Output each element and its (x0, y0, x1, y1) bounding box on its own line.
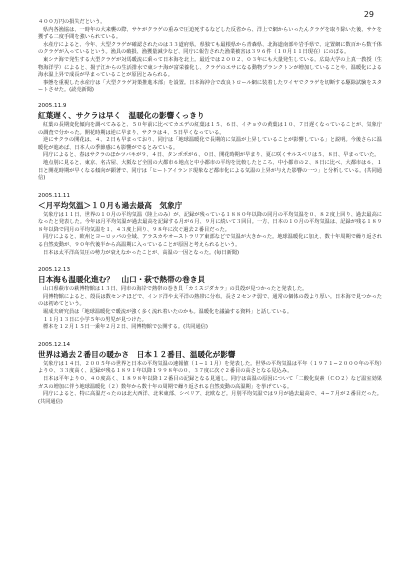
article-date: 2005.11.11 (38, 192, 71, 199)
document-body (38, 19, 382, 406)
article-paragraph: 同庁によると、特に高温だったのは北大西洋、北米東部、シベリア、北欧など。月別平均気温では９月が過去最高で、４−７月が２番目だった。(共同通信) (38, 391, 382, 405)
article-headline: 日本海も温暖化進む？ 山口・萩で熱帯の巻き貝 (38, 275, 206, 285)
article (38, 193, 382, 258)
article-paragraph: 堀成夫研究員は「地球温暖化で暖流が強く多く流れ着いたのかも。温暖化を議論する資料」と話している。 (43, 309, 293, 316)
article-paragraph: 山口県萩市の萩博物館は１３日、同市の海岸で熱帯の巻き貝「カミスジダカラ」の貝殻が見つかったと発表した。 (43, 286, 308, 293)
article-headline: 紅葉遅く、サクラは早く 温暖化の影響くっきり (38, 110, 205, 120)
article-paragraph: 日本は太平洋高気圧の勢力が衰えなかったことが、高温の一因となった。(毎日新聞) (43, 249, 239, 256)
page-number: 29 (363, 10, 374, 19)
article-paragraph: 気象庁は１１日、世界の１０月の平均気温（陸上のみ）が、記録が残っている１８８０年以降の同月の平均気温を０、８２度上回り、過去最高になったと発表した。今年は月平均気温が過去最高を記録する月が６月、９月に続いて３回目。一方、日本の１０月の平均気温は、記録が残る１８９８年以降で同月の平均気温を１、４３度上回り、９８年に次ぐ過去２番目だった。 (38, 211, 382, 233)
intro-paragraph: 東シナ海で発生する大型クラゲが対馬暖流に乗って日本海を北上。最近では２００２、０３年にも大量発生している。広島大学の上真一教授（生物海洋学）によると、揚子江からの生活排水で東シナ海が富栄養化し、クラゲのエサになる動物プランクトンが増加していることや、温暖化による海水温上昇で成長が早まっていることが原因とみられる。 (38, 56, 382, 79)
article-paragraph: 同庁によると、春はサクラのほかツバキが９、４日、タンポポが６、０日、開花時期が早まり、夏に咲くサルスベリは５、８日、早まっていた。 (43, 152, 380, 159)
article-paragraph: 気象庁は１４日、２００５年の世界と日本の平均気温の速報値（１−１１月）を発表した。世界の平均気温は平年（１９７１−２０００年の平均）より０、３３度高く、記録が残る１８９１年以降１９９８年の０、３７度に次ぐ２番目の高さとなる見込み。 (38, 360, 382, 375)
article-paragraph: 紅葉の長期変化傾向を調べてみると、５０年前に比べてカエデの紅葉は１５、６日、イチョウの黄葉は１０、７日遅くなっていることが、気象庁の調査で分かった。開花時期は逆に早まり、サクラは４、５日早くなっている。 (38, 121, 382, 136)
intro-paragraph: 事態を重視した水産庁は「大型クラゲ対策推進本部」を設置。日本海沖合で改良トロール網に装着したワイヤでクラゲを切断する駆除試験をスタートさせた。(読売新聞) (38, 79, 382, 94)
article-date: 2005.11.9 (38, 102, 67, 109)
article (38, 342, 382, 407)
article-date: 2005.12.13 (38, 267, 71, 274)
article-paragraph: 同庁によると、欧州とヨーロッパの全域、アラスカやオーストラリア東部などで気温が大きかった。地球温暖化に加え、数十年周期で繰り返される自然変動が、９０年代後半から高温期に入っていることが原因と考えられるという。 (38, 234, 382, 249)
article-paragraph: 逆にサクラの開花は、４、２日も早まっており、同庁は「地球温暖化で長期的に気温が上昇していることが影響している」と説明。今後さらに温暖化が進めば、日本人の季節感にも影響がでるとみている。 (38, 137, 382, 151)
article-headline: 世界は過去２番目の暖かさ 日本１２番目、温暖化が影響 (38, 349, 236, 359)
article (38, 267, 382, 332)
article-date: 2005.12.14 (38, 341, 71, 348)
article-paragraph: 地点別に見ると、東京、名古屋、大阪など全国の大都市６地点と中小都市の平均を比較したところ、中小都市の２、８日に比べ、大都市は６、１日と開花時期が早くなる傾向が顕著で、同庁は「ヒートアイランド現象など都市化による気温の上昇が与えた影響の一つ」と分析している。(共同通信) (38, 159, 382, 182)
article-paragraph: 日本は平年より０、４０度高く、１８９８年以降１２番目の記録となる見通し。同庁は高温の原因について「二酸化炭素（ＣＯ２）など温室効果ガスの増加に伴う地球温暖化（２）数年から数十年の周期で繰り返される自然変動の高温期」を挙げている。 (38, 376, 382, 390)
intro-paragraph: 県内各漁協は、一時年の大来襲の際、サケがクラゲの重みで圧迫死するなどした反省から、洋上で網からいったんクラゲを取り除いた後、サケを獲ずる二度手間を強いられている。 (38, 26, 382, 41)
intro-paragraph: ４００万円の損失だという。 (38, 19, 106, 25)
article-paragraph: １１月１３日に小学５年の男児が見つけた。 (43, 316, 147, 323)
article-headline: ＜月平均気温＞１０月も過去最高 気象庁 (38, 200, 183, 210)
article (38, 103, 382, 183)
article-paragraph: 同博物館によると、殻長は数センチほどで、インド洋や太平洋の熱帯に分布。長さ２センチ弱で、通常の個体の殻より厚い。日本海で見つかったのは初めてという。 (38, 293, 382, 308)
intro-paragraph: 水産庁によると、今年、大型クラゲが確認されたのは３３道府県。県独ても最根県から青森県、北海道南部や岩手県で、定置網に数百から数千体のクラゲが入っているという。漁具の破損、漁獲量減少など、同庁に報告された漁業被害は３９６件（１０月１１日現在）にのぼる。 (38, 41, 382, 56)
intro-section (38, 19, 382, 95)
article-paragraph: 標本を１２月１５日一乗年２月２日、同博物館で公開する。(共同通信) (43, 324, 208, 331)
